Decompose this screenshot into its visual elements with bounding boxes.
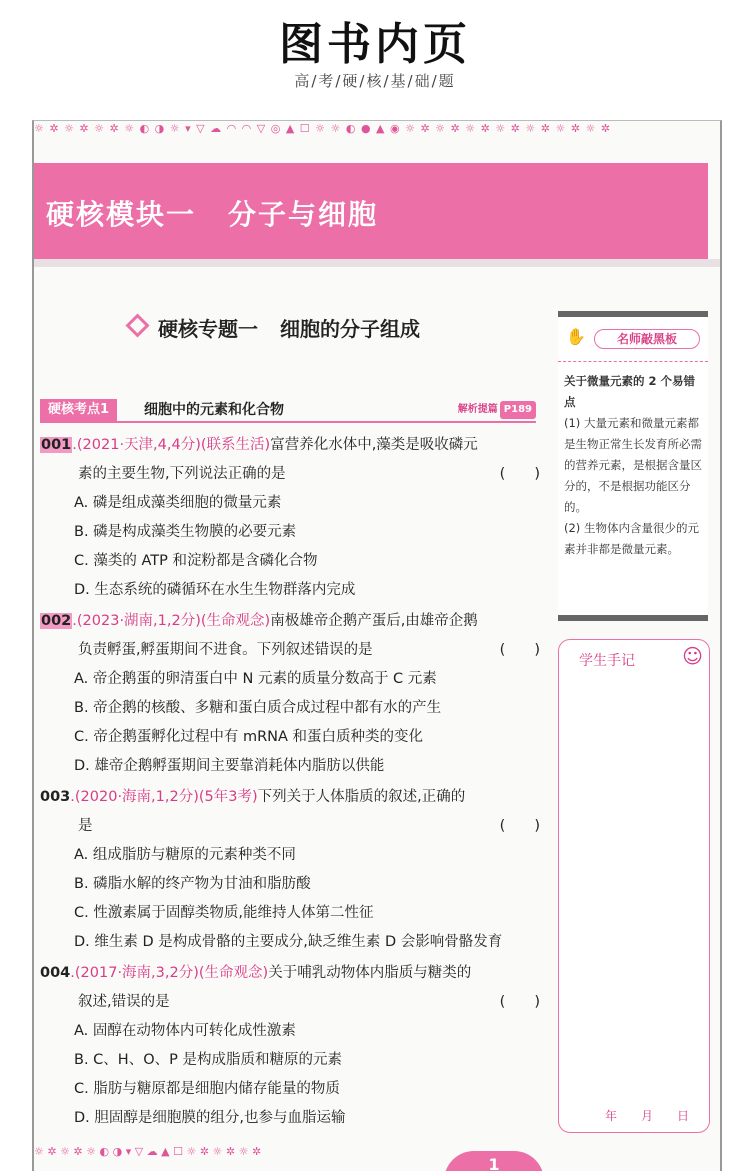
module-name: 分子与细胞	[228, 198, 379, 231]
teacher-tip-point-1: (1) 大量元素和微量元素都是生物正常生长发育所必需的营养元素，是根据含量区分的，不是根据功能区分的。	[564, 416, 702, 514]
question-stem-cont: 叙述,错误的是	[78, 994, 170, 1010]
topic-title	[129, 313, 420, 342]
teacher-tip-box	[558, 311, 708, 621]
option-a: A. 磷是组成藻类细胞的微量元素	[74, 495, 282, 511]
question-stem: 关于哺乳动物体内脂质与糖类的	[268, 965, 472, 981]
option-a: A. 帝企鹅蛋的卵清蛋白中 N 元素的质量分数高于 C 元素	[74, 671, 437, 687]
answer-parenthesis: ( )	[499, 818, 540, 834]
option-d: D. 生态系统的磷循环在水生生物群落内完成	[74, 582, 356, 598]
banner-shadow	[34, 259, 720, 267]
knowledge-point-name: 细胞中的元素和化合物	[144, 402, 284, 418]
answer-reference-page: P189	[500, 401, 536, 419]
question-004	[40, 959, 540, 1133]
page-header-title: 图书内页	[279, 19, 471, 70]
teacher-tip-badge: 名师敲黑板	[594, 329, 700, 349]
question-stem: 下列关于人体脂质的叙述,正确的	[257, 789, 466, 805]
option-b: B. 磷脂水解的终产物为甘油和脂肪酸	[74, 876, 311, 892]
question-001	[40, 431, 540, 605]
knowledge-point-bar	[40, 399, 536, 423]
teacher-tip-body	[564, 371, 704, 560]
question-number: 003	[40, 789, 71, 805]
question-stem-cont: 素的主要生物,下列说法正确的是	[78, 466, 286, 482]
decorative-border-top: ☼ ✲ ☼ ✲ ☼ ✲ ☼ ◐ ◑ ☼ ▾ ▽ ☁ ◠ ◠ ▽ ◎ ▲ ☐ ☼ ☼ ◐ ● ▲ ◉ ☼ ✲ ☼ ✲ ☼ ✲ ☼ ✲ ☼ ✲ ☼ ✲ ☼ ✲	[34, 122, 612, 135]
option-a: A. 组成脂肪与糖原的元素种类不同	[74, 847, 296, 863]
module-title	[46, 193, 378, 233]
question-source: .(2021·天津,4,4分)(联系生活)	[72, 437, 271, 453]
student-notes-box	[558, 639, 710, 1133]
answer-reference	[458, 401, 536, 419]
option-c: C. 藻类的 ATP 和淀粉都是含磷化合物	[74, 553, 318, 569]
option-c: C. 脂肪与糖原都是细胞内储存能量的物质	[74, 1081, 340, 1097]
option-b: B. 磷是构成藻类生物膜的必要元素	[74, 524, 297, 540]
module-label: 硬核模块一	[46, 198, 197, 231]
question-003	[40, 783, 540, 957]
question-002	[40, 607, 540, 781]
option-b: B. C、H、O、P 是构成脂质和糖原的元素	[74, 1052, 342, 1068]
teacher-tip-heading: 关于微量元素的 2 个易错点	[564, 374, 696, 409]
diamond-icon	[125, 313, 149, 337]
answer-parenthesis: ( )	[499, 994, 540, 1010]
question-source: .(2023·湖南,1,2分)(生命观念)	[72, 613, 271, 629]
question-stem: 南极雄帝企鹅产蛋后,由雄帝企鹅	[270, 613, 478, 629]
page-number: 1	[444, 1151, 544, 1171]
question-number: 004	[40, 965, 71, 981]
book-page	[32, 120, 722, 1171]
decorative-border-bottom: ☼ ✲ ☼ ✲ ☼ ◐ ◑ ▾ ▽ ☁ ▲ ☐ ☼ ✲ ☼ ✲ ☼ ✲	[34, 1145, 262, 1158]
hand-icon: ✋	[566, 327, 586, 346]
teacher-tip-header	[564, 327, 702, 349]
answer-parenthesis: ( )	[499, 466, 540, 482]
option-d: D. 维生素 D 是构成骨骼的主要成分,缺乏维生素 D 会影响骨骼发育	[74, 934, 503, 950]
question-stem-cont: 负责孵蛋,孵蛋期间不进食。下列叙述错误的是	[78, 642, 373, 658]
teacher-tip-point-2: (2) 生物体内含量很少的元素并非都是微量元素。	[564, 521, 699, 556]
cartoon-face-icon: ☺	[682, 644, 703, 668]
student-notes-title: 学生手记	[579, 653, 635, 669]
question-number: 001	[41, 437, 72, 453]
topic-label: 硬核专题一	[158, 317, 258, 341]
option-d: D. 胆固醇是细胞膜的组分,也参与血脂运输	[74, 1110, 346, 1126]
question-stem: 富营养化水体中,藻类是吸收磷元	[270, 437, 478, 453]
question-source: .(2017·海南,3,2分)(生命观念)	[70, 965, 269, 981]
answer-reference-label: 解析提篇	[457, 404, 498, 415]
knowledge-point-tag: 硬核考点1	[40, 399, 117, 421]
divider	[558, 361, 708, 362]
option-d: D. 雄帝企鹅孵蛋期间主要靠消耗体内脂肪以供能	[74, 758, 385, 774]
option-a: A. 固醇在动物体内可转化成性激素	[74, 1023, 296, 1039]
question-stem-cont: 是	[78, 818, 93, 834]
option-b: B. 帝企鹅的核酸、多糖和蛋白质合成过程中都有水的产生	[74, 700, 442, 716]
topic-name: 细胞的分子组成	[280, 317, 420, 341]
page-header-subtitle: 高/考/硬/核/基/础/题	[294, 72, 456, 90]
notes-date: 年 月 日	[604, 1109, 695, 1123]
option-c: C. 性激素属于固醇类物质,能维持人体第二性征	[74, 905, 374, 921]
option-c: C. 帝企鹅蛋孵化过程中有 mRNA 和蛋白质种类的变化	[74, 729, 424, 745]
question-number: 002	[41, 613, 72, 629]
answer-parenthesis: ( )	[499, 642, 540, 658]
question-source: .(2020·海南,1,2分)(5年3考)	[70, 789, 258, 805]
